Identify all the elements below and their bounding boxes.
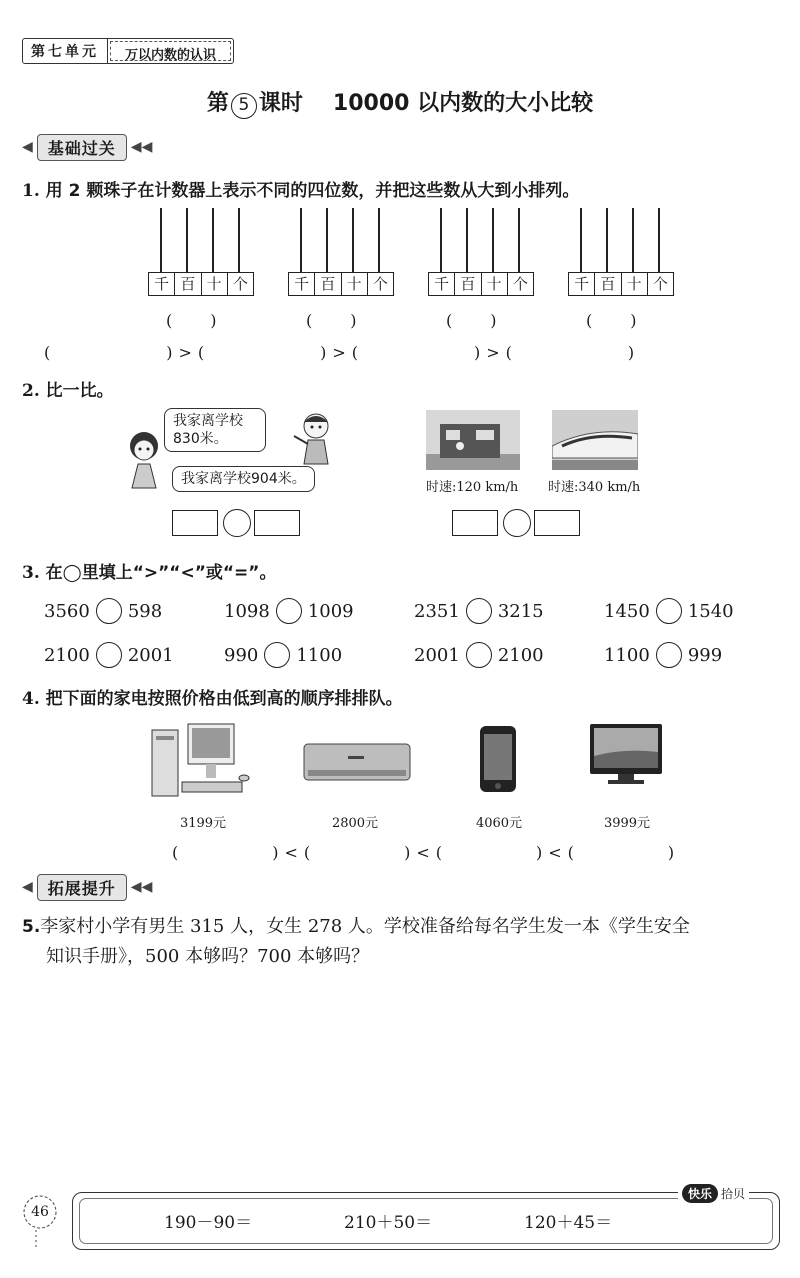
section-basic	[22, 134, 152, 160]
girl-figure-icon	[124, 428, 164, 492]
question-2-number: 2.	[22, 381, 40, 401]
comparison-left: 3560	[44, 600, 90, 622]
comparison-right: 2001	[127, 644, 174, 666]
comparison-990-1100	[224, 642, 342, 668]
comparison-circle[interactable]	[276, 598, 302, 624]
monitor-icon	[588, 722, 664, 790]
train-2-speed: 时速:340 km/h	[548, 480, 641, 495]
comparison-1450-1540	[604, 598, 734, 624]
comparison-2100-2001	[44, 642, 174, 668]
abacus-label-tens: 十	[622, 273, 648, 295]
abacus-label-thousands: 千	[289, 273, 315, 295]
air-conditioner-icon	[302, 740, 412, 786]
question-1	[22, 176, 579, 201]
section-basic-label: 基础过关	[37, 134, 127, 161]
question-3-number: 3.	[22, 563, 40, 583]
double-arrow-left-icon: ◀	[22, 879, 33, 895]
unit-label: 第七单元	[23, 39, 108, 63]
comparison-right: 1100	[296, 644, 343, 666]
abacus-label-thousands: 千	[569, 273, 595, 295]
question-5-number: 5.	[22, 917, 41, 937]
comparison-right: 3215	[497, 600, 544, 622]
train-1-speed: 时速:120 km/h	[426, 480, 519, 495]
double-arrow-right-icon: ◀◀	[130, 139, 153, 155]
comparison-circle[interactable]	[466, 642, 492, 668]
compare-circle-2[interactable]	[503, 509, 531, 537]
abacus-label-tens: 十	[482, 273, 508, 295]
question-4-number: 4.	[22, 689, 40, 709]
question-2	[22, 376, 114, 401]
comparison-left: 2100	[44, 644, 90, 666]
question-5-line-2: 知识手册》，500 本够吗？700 本够吗？	[46, 946, 370, 967]
abacus-label-thousands: 千	[429, 273, 455, 295]
unit-tag	[22, 38, 234, 64]
comparison-circle[interactable]	[264, 642, 290, 668]
air-conditioner-price: 2800元	[331, 816, 379, 831]
abacus-label-hundreds: 百	[455, 273, 481, 295]
answer-blank-3[interactable]: ( )	[446, 311, 499, 330]
comparison-left: 1100	[604, 644, 650, 666]
brand-text: 拾贝	[721, 1187, 746, 1201]
boy-figure-icon	[290, 410, 340, 466]
lesson-number: 5	[231, 93, 257, 119]
abacus-label-tens: 十	[342, 273, 368, 295]
comparison-right: 1009	[307, 600, 354, 622]
order-line-desc[interactable]: ( )>( )>( )>( )	[44, 343, 641, 362]
comparison-3560-598	[44, 598, 162, 624]
high-speed-train-image	[552, 410, 638, 470]
comparison-2351-3215	[414, 598, 544, 624]
comparison-circle[interactable]	[656, 642, 682, 668]
answer-blank-1[interactable]: ( )	[166, 311, 219, 330]
comparison-right: 2100	[497, 644, 544, 666]
question-3	[22, 558, 276, 583]
question-1-text: 用 2 颗珠子在计数器上表示不同的四位数，并把这些数从大到小排列。	[45, 181, 580, 201]
comparison-2001-2100	[414, 642, 544, 668]
abacus-label-hundreds: 百	[315, 273, 341, 295]
abacus-label-hundreds: 百	[595, 273, 621, 295]
page-number: 46	[31, 1204, 49, 1220]
question-3-text: 在◯里填上“>”“<”或“=”。	[45, 563, 277, 583]
double-arrow-left-icon: ◀	[22, 139, 33, 155]
girl-speech-bubble: 我家离学校 830米。	[164, 408, 266, 452]
comparison-circle[interactable]	[656, 598, 682, 624]
question-4	[22, 684, 403, 709]
double-arrow-right-icon: ◀◀	[130, 879, 153, 895]
compare-box-left-1[interactable]	[172, 510, 218, 536]
comparison-left: 2001	[414, 644, 460, 666]
comparison-right: 598	[127, 600, 163, 622]
brand-badge: 快乐	[682, 1184, 718, 1203]
abacus-label-ones: 个	[372, 275, 388, 293]
lesson-topic: 10000 以内数的大小比较	[332, 91, 594, 116]
question-1-number: 1.	[22, 181, 40, 201]
brand-logo	[678, 1184, 749, 1203]
compare-box-right-2[interactable]	[534, 510, 580, 536]
mental-math-1: 190－90＝	[164, 1213, 253, 1233]
abacus-label-ones: 个	[512, 275, 528, 293]
compare-box-left-2[interactable]	[452, 510, 498, 536]
comparison-1098-1009	[224, 598, 354, 624]
computer-icon	[148, 722, 252, 804]
comparison-left: 2351	[414, 600, 460, 622]
comparison-left: 990	[224, 644, 259, 666]
lesson-prefix: 第	[206, 91, 229, 116]
comparison-circle[interactable]	[466, 598, 492, 624]
abacus-label-hundreds: 百	[175, 273, 201, 295]
section-extend	[22, 874, 152, 900]
abacus-label-ones: 个	[652, 275, 668, 293]
abacus-label-ones: 个	[232, 275, 248, 293]
lesson-title	[0, 86, 800, 119]
abacus-label-tens: 十	[202, 273, 228, 295]
compare-circle-1[interactable]	[223, 509, 251, 537]
lesson-suffix: 课时	[258, 91, 303, 116]
comparison-1100-999	[604, 642, 722, 668]
monitor-price: 3999元	[603, 816, 651, 831]
answer-blank-4[interactable]: ( )	[586, 311, 639, 330]
question-4-text: 把下面的家电按照价格由低到高的顺序排排队。	[45, 689, 403, 709]
comparison-circle[interactable]	[96, 598, 122, 624]
question-2-text: 比一比。	[45, 381, 114, 401]
answer-blank-2[interactable]: ( )	[306, 311, 359, 330]
question-5-line-1: 李家村小学有男生 315 人，女生 278 人。学校准备给每名学生发一本《学生安全	[40, 916, 690, 937]
mental-math-3: 120＋45＝	[524, 1213, 613, 1233]
comparison-left: 1098	[224, 600, 270, 622]
freight-train-image	[426, 410, 520, 470]
comparison-left: 1450	[604, 600, 650, 622]
phone-icon	[478, 724, 518, 794]
mental-math-2: 210＋50＝	[344, 1213, 433, 1233]
question-5	[22, 912, 782, 972]
section-extend-label: 拓展提升	[37, 874, 127, 901]
unit-title: 万以内数的认识	[110, 41, 231, 61]
phone-price: 4060元	[475, 816, 523, 831]
comparison-circle[interactable]	[96, 642, 122, 668]
comparison-right: 999	[687, 644, 723, 666]
compare-box-right-1[interactable]	[254, 510, 300, 536]
boy-speech-bubble: 我家离学校904米。	[172, 466, 315, 492]
computer-price: 3199元	[179, 816, 227, 831]
comparison-right: 1540	[687, 600, 734, 622]
order-line-asc[interactable]: ( )<( )<( )<( )	[172, 843, 681, 862]
abacus-label-thousands: 千	[149, 273, 175, 295]
